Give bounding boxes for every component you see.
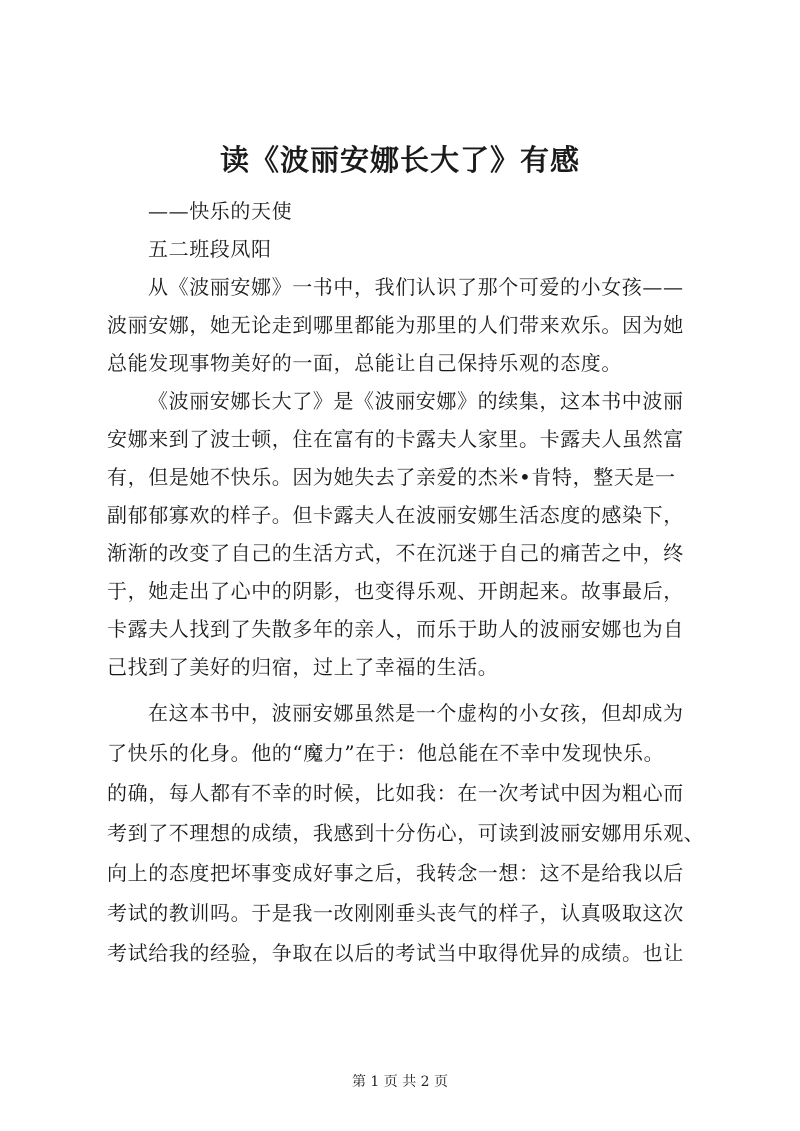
body-line: 波丽安娜，她无论走到哪里都能为那里的人们带来欢乐。因为她 [107,313,684,337]
body-line: 了快乐的化身。他的“魔力”在于：他总能在不幸中发现快乐。 [107,741,665,765]
body-line: 考到了不理想的成绩，我感到十分伤心，可读到波丽安娜用乐观、 [107,821,705,845]
body-line: 卡露夫人找到了失散多年的亲人，而乐于助人的波丽安娜也为自 [107,617,684,641]
body-line: 考试的教训吗。于是我一改刚刚垂头丧气的样子，认真吸取这次 [107,901,684,925]
body-line: 副郁郁寡欢的样子。但卡露夫人在波丽安娜生活态度的感染下， [107,503,684,527]
body-line: 《波丽安娜长大了》是《波丽安娜》的续集，这本书中波丽 [148,389,684,413]
body-line: 从《波丽安娜》一书中，我们认识了那个可爱的小女孩—— [148,275,684,299]
body-line: 于，她走出了心中的阴影，也变得乐观、开朗起来。故事最后， [107,579,684,603]
body-line: 考试给我的经验，争取在以后的考试当中取得优异的成绩。也让 [107,941,684,965]
body-line: 渐渐的改变了自己的生活方式，不在沉迷于自己的痛苦之中，终 [107,541,684,565]
subtitle: ——快乐的天使 [148,199,293,223]
body-line: 有，但是她不快乐。因为她失去了亲爱的杰米•肯特，整天是一 [107,465,676,489]
document-title: 读《波丽安娜长大了》有感 [219,143,580,177]
page-footer: 第 1 页 共 2 页 [351,1074,449,1090]
body-line: 在这本书中，波丽安娜虽然是一个虚构的小女孩，但却成为 [148,701,684,725]
body-line: 己找到了美好的归宿，过上了幸福的生活。 [107,655,499,679]
author-line: 五二班段凤阳 [148,237,272,261]
body-line: 向上的态度把坏事变成好事之后，我转念一想：这不是给我以后 [107,861,684,885]
body-line: 的确，每人都有不幸的时候，比如我：在一次考试中因为粗心而 [107,781,684,805]
body-line: 安娜来到了波士顿，住在富有的卡露夫人家里。卡露夫人虽然富 [107,427,684,451]
body-line: 总能发现事物美好的一面，总能让自己保持乐观的态度。 [107,351,622,375]
